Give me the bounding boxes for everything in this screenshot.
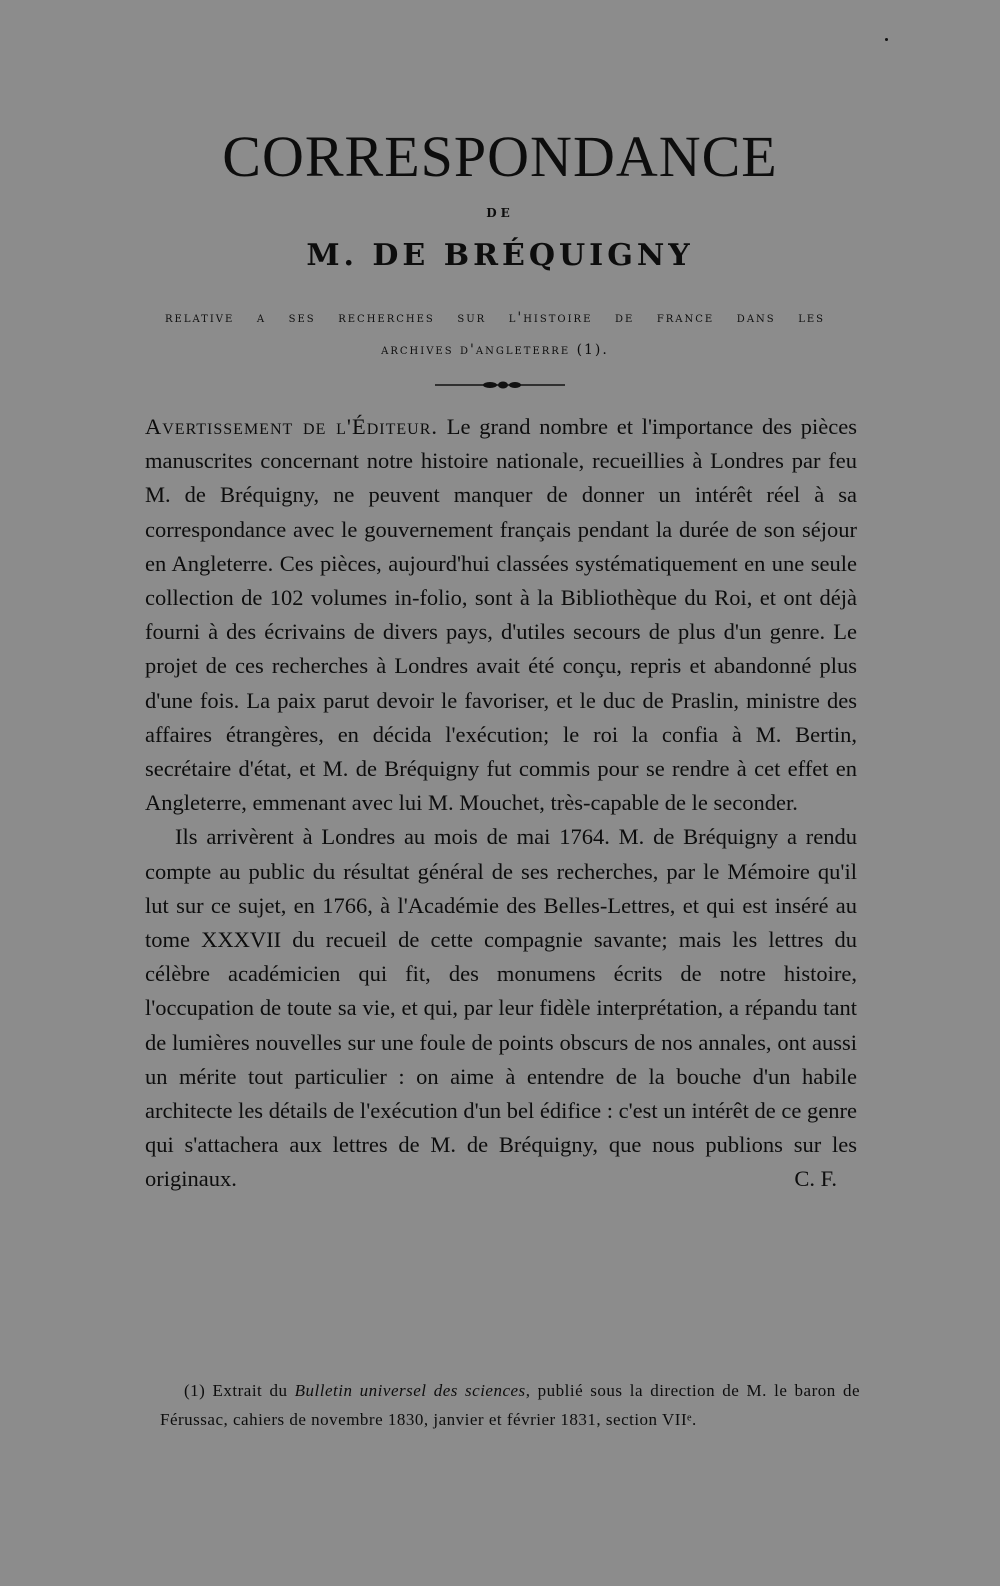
title-description-line-1: relative a ses recherches sur l'histoire de france dans les [165, 310, 825, 326]
footnote [160, 1376, 860, 1434]
footnote-prefix: (1) Extrait du [184, 1381, 288, 1400]
page-subtitle: M. DE BRÉQUIGNY [306, 238, 694, 273]
paragraph-2-text: Ils arrivèrent à Londres au mois de mai 1764. M. de Bréquigny a rendu compte au public du résultat général de ses recherches, par le Mémoire qu'il lut sur ce sujet, en 1766, à l'Académie des Belles-Lettres, et qui est inséré au tome XXXVII du recueil de cette compagnie savante; mais les lettres du célèbre académicien qui fit, des monumens écrits de notre histoire, l'occupation de toute sa vie, et qui, par leur fidèle interprétation, a répandu tant de lumières nouvelles sur une foule de points obscurs de nos annales, ont aussi un mérite tout particulier : on aime à entendre de la bouche d'un habile architecte les détails de l'exécution d'un bel édifice : c'est un intérêt de ce genre qui s'attachera aux lettres de M. de Bréquigny, que nous publions sur les originaux. [145, 824, 857, 1192]
avertissement-label: Avertissement de l'Éditeur. [145, 414, 438, 439]
footnote-text [160, 1376, 860, 1434]
page-title: CORRESPONDANCE [222, 124, 778, 189]
ornament-divider [435, 380, 565, 390]
signature: C. F. [794, 1166, 837, 1192]
paragraph-1 [145, 410, 857, 820]
title-connector: DE [486, 206, 514, 220]
main-text [145, 410, 857, 1197]
footnote-source: Bulletin universel des sciences [294, 1381, 526, 1400]
paragraph-1-text: Le grand nombre et l'importance des pièces manuscrites concernant notre histoire nationale, recueillies à Londres par feu M. de Bréquigny, ne peuvent manquer de donner un intérêt réel à sa correspondance avec le gouvernement français pendant la durée de son séjour en Angleterre. Ces pièces, aujourd'hui classées systématiquement en une seule collection de 102 volumes in-folio, sont à la Bibliothèque du Roi, et ont déjà fourni à des écrivains de divers pays, d'utiles secours de plus d'un genre. Le projet de ces recherches à Londres avait été conçu, repris et abandonné plus d'une fois. La paix parut devoir le favoriser, et le duc de Praslin, ministre des affaires étrangères, en décida l'exécution; le roi la confia à M. Bertin, secrétaire d'état, et M. de Bréquigny fut commis pour se rendre à cet effet en Angleterre, emmenant avec lui M. Mouchet, très-capable de le seconder. [145, 414, 857, 816]
footnote-rest: , publié sous la direction de M. le baron de Férussac, cahiers de novembre 1830, janvier et février 1831, section VIIᵉ. [160, 1381, 860, 1429]
scan-speck [885, 38, 888, 41]
title-description [165, 302, 825, 366]
title-description-line-2: archives d'angleterre (1). [381, 342, 609, 358]
paragraph-2 [145, 820, 857, 1196]
